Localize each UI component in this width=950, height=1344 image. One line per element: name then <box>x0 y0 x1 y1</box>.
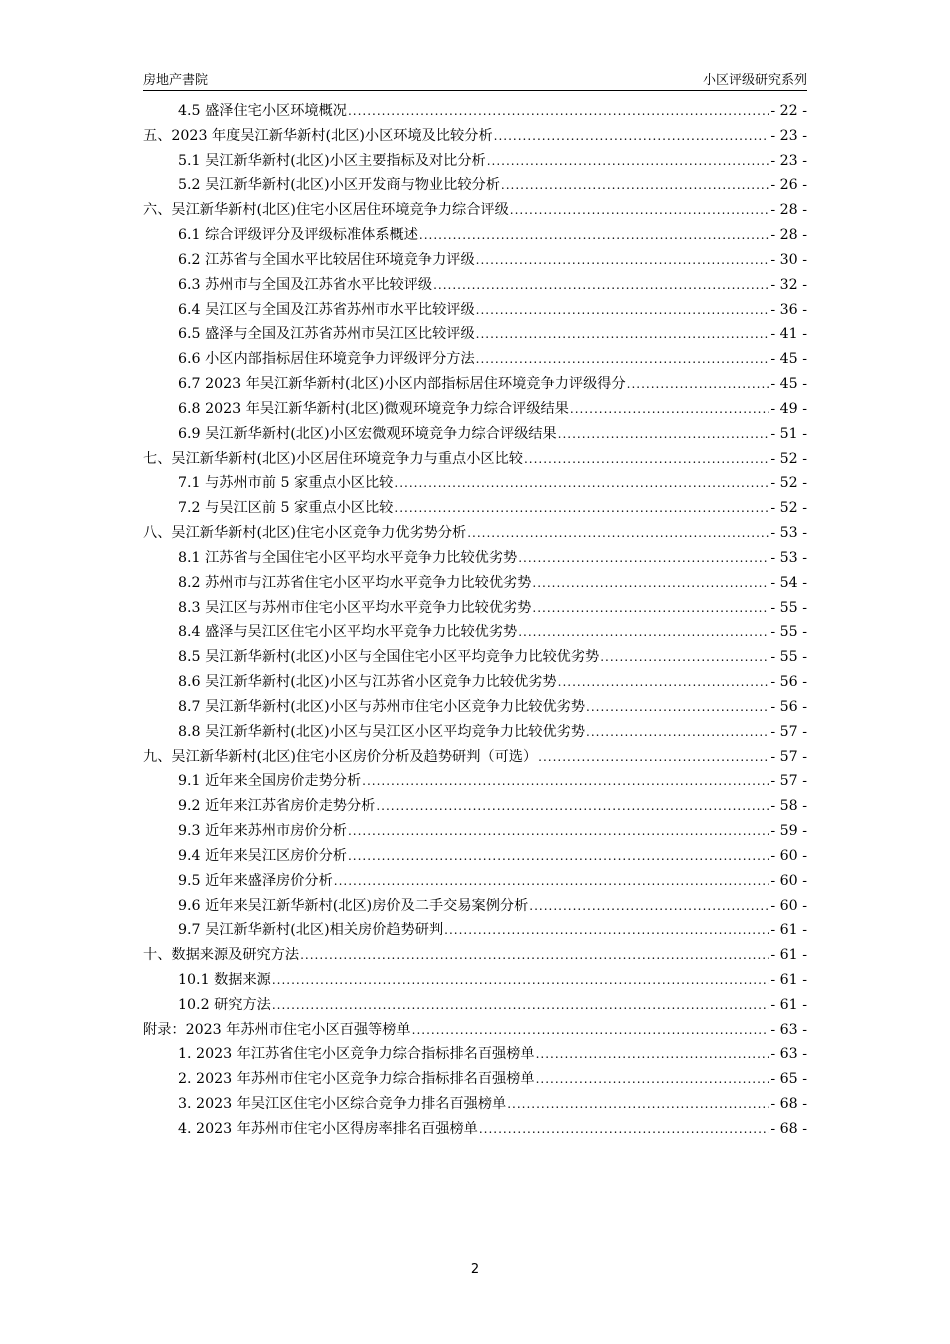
toc-section-entry[interactable] <box>143 571 807 596</box>
toc-entry-title: 九、吴江新华新村(北区)住宅小区房价分析及趋势研判（可选） <box>143 748 538 765</box>
toc-dot-leader <box>586 695 769 720</box>
toc-dot-leader <box>476 322 770 347</box>
toc-entry-page: - 51 - <box>770 425 807 442</box>
toc-dot-leader <box>518 546 769 571</box>
toc-section-entry[interactable] <box>143 273 807 298</box>
toc-chapter-entry[interactable] <box>143 198 807 223</box>
toc-entry-page: - 61 - <box>770 971 807 988</box>
toc-entry-page: - 57 - <box>770 723 807 740</box>
toc-entry-title: 2. 2023 年苏州市住宅小区竞争力综合指标排名百强榜单 <box>178 1071 535 1088</box>
toc-dot-leader <box>433 273 769 298</box>
toc-entry-title: 八、吴江新华新村(北区)住宅小区竞争力优劣势分析 <box>143 525 467 542</box>
toc-entry-page: - 23 - <box>770 152 807 169</box>
toc-entry-title: 8.8 吴江新华新村(北区)小区与吴江区小区平均竞争力比较优劣势 <box>178 723 586 740</box>
toc-dot-leader <box>444 918 769 943</box>
toc-dot-leader <box>334 869 770 894</box>
toc-entry-title: 9.1 近年来全国房价走势分析 <box>178 773 362 790</box>
toc-entry-title: 8.1 江苏省与全国住宅小区平均水平竞争力比较优劣势 <box>178 549 518 566</box>
toc-entry-page: - 57 - <box>770 773 807 790</box>
toc-entry-page: - 41 - <box>770 326 807 343</box>
toc-entry-page: - 30 - <box>770 251 807 268</box>
toc-dot-leader <box>507 1092 769 1117</box>
toc-dot-leader <box>394 496 769 521</box>
toc-entry-title: 9.2 近年来江苏省房价走势分析 <box>178 798 376 815</box>
toc-entry-page: - 63 - <box>770 1046 807 1063</box>
toc-entry-page: - 22 - <box>770 103 807 119</box>
toc-entry-title: 8.4 盛泽与吴江区住宅小区平均水平竞争力比较优劣势 <box>178 624 518 641</box>
toc-section-entry[interactable] <box>143 769 807 794</box>
toc-section-entry[interactable] <box>143 695 807 720</box>
toc-entry-page: - 45 - <box>770 351 807 368</box>
toc-chapter-entry[interactable] <box>143 521 807 546</box>
toc-section-entry[interactable] <box>143 819 807 844</box>
toc-entry-page: - 61 - <box>770 996 807 1013</box>
toc-dot-leader <box>532 596 769 621</box>
toc-entry-page: - 58 - <box>770 798 807 815</box>
toc-section-entry[interactable] <box>143 670 807 695</box>
toc-dot-leader <box>600 645 769 670</box>
toc-section-entry[interactable] <box>143 794 807 819</box>
toc-dot-leader <box>536 1067 770 1092</box>
toc-entry-title: 10.1 数据来源 <box>178 971 271 988</box>
toc-section-entry[interactable] <box>143 844 807 869</box>
toc-section-entry[interactable] <box>143 1067 807 1092</box>
toc-section-entry[interactable] <box>143 1117 807 1142</box>
toc-entry-title: 6.6 小区内部指标居住环境竞争力评级评分方法 <box>178 351 475 368</box>
toc-dot-leader <box>300 943 769 968</box>
toc-entry-title: 3. 2023 年吴江区住宅小区综合竞争力排名百强榜单 <box>178 1096 507 1113</box>
toc-entry-page: - 60 - <box>770 847 807 864</box>
toc-entry-title: 6.3 苏州市与全国及江苏省水平比较评级 <box>178 276 433 293</box>
toc-section-entry[interactable] <box>143 993 807 1018</box>
toc-dot-leader <box>362 769 769 794</box>
toc-dot-leader <box>558 422 770 447</box>
toc-dot-leader <box>272 993 769 1018</box>
table-of-contents <box>143 99 807 1142</box>
toc-section-entry[interactable] <box>143 496 807 521</box>
toc-chapter-entry[interactable] <box>143 447 807 472</box>
toc-chapter-entry[interactable] <box>143 943 807 968</box>
toc-section-entry[interactable] <box>143 596 807 621</box>
toc-entry-page: - 61 - <box>770 922 807 939</box>
toc-entry-page: - 55 - <box>770 624 807 641</box>
toc-entry-title: 9.5 近年来盛泽房价分析 <box>178 872 333 889</box>
toc-dot-leader <box>627 372 770 397</box>
toc-dot-leader <box>348 99 769 124</box>
toc-dot-leader <box>524 447 769 472</box>
toc-entry-page: - 65 - <box>770 1071 807 1088</box>
toc-entry-page: - 52 - <box>770 450 807 467</box>
toc-dot-leader <box>501 173 769 198</box>
toc-entry-title: 4. 2023 年苏州市住宅小区得房率排名百强榜单 <box>178 1120 478 1137</box>
toc-entry-title: 七、吴江新华新村(北区)小区居住环境竞争力与重点小区比较 <box>143 450 523 467</box>
toc-dot-leader <box>348 844 769 869</box>
toc-entry-page: - 52 - <box>770 475 807 492</box>
toc-section-entry[interactable] <box>143 968 807 993</box>
toc-dot-leader <box>412 1018 770 1043</box>
toc-entry-title: 5.2 吴江新华新村(北区)小区开发商与物业比较分析 <box>178 177 500 194</box>
toc-entry-title: 8.7 吴江新华新村(北区)小区与苏州市住宅小区竞争力比较优劣势 <box>178 698 586 715</box>
toc-entry-page: - 49 - <box>770 400 807 417</box>
toc-section-entry[interactable] <box>143 173 807 198</box>
toc-entry-title: 9.6 近年来吴江新华新村(北区)房价及二手交易案例分析 <box>178 897 529 914</box>
toc-dot-leader <box>529 894 769 919</box>
toc-dot-leader <box>532 571 769 596</box>
toc-section-entry[interactable] <box>143 322 807 347</box>
toc-entry-title: 5.1 吴江新华新村(北区)小区主要指标及对比分析 <box>178 152 486 169</box>
toc-entry-title: 1. 2023 年江苏省住宅小区竞争力综合指标排名百强榜单 <box>178 1046 535 1063</box>
toc-entry-page: - 56 - <box>770 698 807 715</box>
toc-entry-title: 6.9 吴江新华新村(北区)小区宏微观环境竞争力综合评级结果 <box>178 425 557 442</box>
toc-section-entry[interactable] <box>143 248 807 273</box>
toc-entry-title: 4.5 盛泽住宅小区环境概况 <box>178 103 347 119</box>
toc-entry-page: - 28 - <box>770 202 807 219</box>
toc-entry-page: - 45 - <box>770 376 807 393</box>
toc-entry-title: 8.3 吴江区与苏州市住宅小区平均水平竞争力比较优劣势 <box>178 599 532 616</box>
toc-entry-title: 8.6 吴江新华新村(北区)小区与江苏省小区竞争力比较优劣势 <box>178 674 557 691</box>
toc-section-entry[interactable] <box>143 869 807 894</box>
toc-entry-page: - 56 - <box>770 674 807 691</box>
toc-entry-title: 6.2 江苏省与全国水平比较居住环境竞争力评级 <box>178 251 475 268</box>
toc-entry-page: - 26 - <box>770 177 807 194</box>
page-header <box>143 66 807 91</box>
toc-entry-page: - 60 - <box>770 897 807 914</box>
toc-section-entry[interactable] <box>143 620 807 645</box>
toc-dot-leader <box>419 223 769 248</box>
toc-section-entry[interactable] <box>143 471 807 496</box>
toc-dot-leader <box>348 819 769 844</box>
toc-section-entry[interactable] <box>143 397 807 422</box>
toc-entry-title: 6.1 综合评级评分及评级标准体系概述 <box>178 227 418 244</box>
toc-dot-leader <box>467 521 769 546</box>
toc-dot-leader <box>494 124 770 149</box>
toc-entry-page: - 55 - <box>770 649 807 666</box>
toc-entry-page: - 57 - <box>770 748 807 765</box>
toc-entry-title: 6.5 盛泽与全国及江苏省苏州市吴江区比较评级 <box>178 326 475 343</box>
toc-entry-page: - 53 - <box>770 525 807 542</box>
toc-entry-title: 六、吴江新华新村(北区)住宅小区居住环境竞争力综合评级 <box>143 202 509 219</box>
toc-entry-page: - 36 - <box>770 301 807 318</box>
toc-entry-page: - 68 - <box>770 1096 807 1113</box>
toc-entry-title: 7.2 与吴江区前 5 家重点小区比较 <box>178 500 394 517</box>
toc-entry-page: - 63 - <box>770 1021 807 1038</box>
toc-dot-leader <box>376 794 769 819</box>
toc-entry-page: - 59 - <box>770 823 807 840</box>
toc-entry-title: 8.2 苏州市与江苏省住宅小区平均水平竞争力比较优劣势 <box>178 574 532 591</box>
toc-chapter-entry[interactable] <box>143 1018 807 1043</box>
toc-entry-title: 6.7 2023 年吴江新华新村(北区)小区内部指标居住环境竞争力评级得分 <box>178 376 626 393</box>
toc-dot-leader <box>570 397 769 422</box>
toc-section-entry[interactable] <box>143 1092 807 1117</box>
page-number: 2 <box>470 1262 480 1277</box>
toc-dot-leader <box>487 149 770 174</box>
toc-entry-title: 9.4 近年来吴江区房价分析 <box>178 847 347 864</box>
toc-entry-page: - 60 - <box>770 872 807 889</box>
toc-chapter-entry[interactable] <box>143 745 807 770</box>
toc-section-entry[interactable] <box>143 372 807 397</box>
toc-dot-leader <box>476 347 770 372</box>
toc-section-entry[interactable] <box>143 894 807 919</box>
toc-entry-page: - 52 - <box>770 500 807 517</box>
toc-section-entry[interactable] <box>143 99 807 124</box>
toc-entry-title: 十、数据来源及研究方法 <box>143 947 300 964</box>
header-series: 小区评级研究系列 <box>702 73 807 88</box>
toc-dot-leader <box>586 720 769 745</box>
toc-entry-title: 附录：2023 年苏州市住宅小区百强等榜单 <box>143 1021 411 1038</box>
toc-section-entry[interactable] <box>143 298 807 323</box>
toc-section-entry[interactable] <box>143 645 807 670</box>
toc-section-entry[interactable] <box>143 223 807 248</box>
toc-section-entry[interactable] <box>143 918 807 943</box>
toc-entry-title: 10.2 研究方法 <box>178 996 271 1013</box>
toc-section-entry[interactable] <box>143 422 807 447</box>
toc-dot-leader <box>558 670 770 695</box>
toc-entry-page: - 68 - <box>770 1120 807 1137</box>
toc-entry-page: - 32 - <box>770 276 807 293</box>
toc-entry-title: 五、2023 年度吴江新华新村(北区)小区环境及比较分析 <box>143 127 493 144</box>
toc-entry-title: 9.7 吴江新华新村(北区)相关房价趋势研判 <box>178 922 444 939</box>
toc-chapter-entry[interactable] <box>143 124 807 149</box>
toc-entry-page: - 28 - <box>770 227 807 244</box>
toc-entry-page: - 55 - <box>770 599 807 616</box>
toc-section-entry[interactable] <box>143 149 807 174</box>
toc-section-entry[interactable] <box>143 720 807 745</box>
toc-entry-page: - 23 - <box>770 127 807 144</box>
toc-dot-leader <box>510 198 770 223</box>
toc-dot-leader <box>476 248 770 273</box>
toc-dot-leader <box>518 620 769 645</box>
header-publisher: 房地产書院 <box>143 73 209 88</box>
toc-entry-page: - 54 - <box>770 574 807 591</box>
toc-entry-title: 6.8 2023 年吴江新华新村(北区)微观环境竞争力综合评级结果 <box>178 400 569 417</box>
toc-dot-leader <box>479 1117 769 1142</box>
toc-dot-leader <box>272 968 769 993</box>
toc-section-entry[interactable] <box>143 347 807 372</box>
toc-entry-page: - 53 - <box>770 549 807 566</box>
toc-dot-leader <box>538 745 769 770</box>
toc-entry-title: 8.5 吴江新华新村(北区)小区与全国住宅小区平均竞争力比较优劣势 <box>178 649 600 666</box>
toc-dot-leader <box>536 1042 770 1067</box>
toc-section-entry[interactable] <box>143 1042 807 1067</box>
toc-section-entry[interactable] <box>143 546 807 571</box>
toc-entry-page: - 61 - <box>770 947 807 964</box>
toc-dot-leader <box>476 298 770 323</box>
toc-dot-leader <box>394 471 769 496</box>
toc-entry-title: 6.4 吴江区与全国及江苏省苏州市水平比较评级 <box>178 301 475 318</box>
toc-entry-title: 9.3 近年来苏州市房价分析 <box>178 823 347 840</box>
toc-entry-title: 7.1 与苏州市前 5 家重点小区比较 <box>178 475 394 492</box>
